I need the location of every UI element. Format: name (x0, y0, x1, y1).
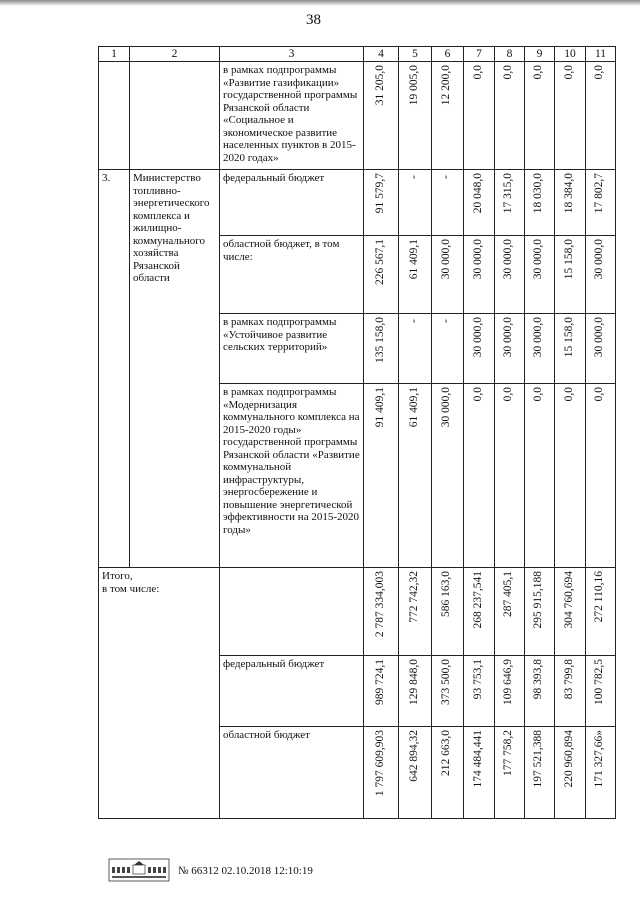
value-text: 30 000,0 (532, 317, 545, 358)
value-cell (525, 62, 555, 170)
org-cell (130, 62, 220, 170)
value-cell (464, 384, 495, 568)
value-text: 135 158,0 (373, 317, 386, 363)
value-text: 304 760,694 (562, 571, 575, 629)
value-text: 129 848,0 (407, 659, 420, 705)
value-cell (586, 568, 616, 656)
value-cell (464, 62, 495, 170)
value-text: 61 409,1 (407, 387, 420, 428)
value-cell (364, 62, 399, 170)
table-row (99, 62, 616, 170)
value-text: 12 200,0 (440, 65, 453, 106)
value-cell (495, 727, 525, 819)
value-cell (364, 727, 399, 819)
value-cell (586, 170, 616, 236)
value-cell (555, 170, 586, 236)
value-text: 19 005,0 (407, 65, 420, 106)
value-text: 212 663,0 (440, 730, 453, 776)
value-cell (555, 727, 586, 819)
value-cell (432, 62, 464, 170)
source-cell: в рамках подпрограммы «Развитие газификации» государственной программы Рязанской области «Социальное и экономическое развитие населенных пунктов в 2015-2020 годах» (220, 62, 364, 170)
value-cell (364, 656, 399, 727)
value-text: 31 205,0 (373, 65, 386, 106)
value-cell (495, 656, 525, 727)
value-text: 0,0 (471, 65, 484, 80)
value-cell (432, 314, 464, 384)
registration-stamp-logo (108, 858, 170, 882)
column-header: 5 (399, 47, 432, 62)
value-text: 17 315,0 (502, 173, 515, 214)
value-text: 17 802,7 (593, 173, 606, 214)
value-cell (464, 236, 495, 314)
value-text: 91 579,7 (373, 173, 386, 214)
source-cell (220, 568, 364, 656)
value-text: 1 797 609,903 (373, 730, 386, 797)
value-cell (399, 656, 432, 727)
value-cell (586, 656, 616, 727)
value-text: - (440, 319, 453, 323)
org-cell: Министерство топливно-энергетического комплекса и жилищно-коммунального хозяйства Рязанской области (130, 170, 220, 568)
value-cell (555, 568, 586, 656)
value-cell (399, 727, 432, 819)
value-text: 30 000,0 (593, 239, 606, 280)
value-text: 109 646,9 (502, 659, 515, 705)
value-cell (464, 170, 495, 236)
value-cell (432, 568, 464, 656)
column-header: 3 (220, 47, 364, 62)
value-cell (399, 170, 432, 236)
value-cell (586, 236, 616, 314)
value-cell (525, 568, 555, 656)
table-row (99, 170, 616, 236)
value-cell (432, 384, 464, 568)
source-cell: федеральный бюджет (220, 170, 364, 236)
value-text: 0,0 (562, 387, 575, 402)
column-header: 11 (586, 47, 616, 62)
value-cell (495, 384, 525, 568)
value-text: 2 787 334,003 (373, 571, 386, 638)
value-text: 30 000,0 (471, 317, 484, 358)
value-text: 20 048,0 (471, 173, 484, 214)
value-text: 61 409,1 (407, 239, 420, 280)
value-cell (586, 384, 616, 568)
value-text: 226 567,1 (373, 239, 386, 285)
value-text: 30 000,0 (532, 239, 545, 280)
value-text: 0,0 (593, 387, 606, 402)
value-cell (364, 314, 399, 384)
source-cell: федеральный бюджет (220, 656, 364, 727)
value-text: 0,0 (502, 65, 515, 80)
value-cell (464, 568, 495, 656)
value-text: 30 000,0 (502, 317, 515, 358)
value-text: 174 484,441 (471, 730, 484, 788)
table-header-row (99, 47, 616, 62)
value-text: 30 000,0 (471, 239, 484, 280)
value-text: 18 030,0 (532, 173, 545, 214)
value-text: 18 384,0 (562, 173, 575, 214)
value-text: 586 163,0 (440, 571, 453, 617)
value-cell (586, 727, 616, 819)
total-label-cell (99, 568, 220, 819)
value-cell (399, 568, 432, 656)
value-cell (464, 656, 495, 727)
column-header: 6 (432, 47, 464, 62)
column-header: 7 (464, 47, 495, 62)
value-text: - (407, 175, 420, 179)
value-text: 197 521,388 (532, 730, 545, 788)
value-text: 30 000,0 (502, 239, 515, 280)
column-header: 2 (130, 47, 220, 62)
column-header: 10 (555, 47, 586, 62)
value-cell (495, 314, 525, 384)
value-cell (432, 656, 464, 727)
value-text: 98 393,8 (532, 659, 545, 700)
budget-table (98, 46, 616, 819)
value-text: 15 158,0 (562, 317, 575, 358)
column-header: 1 (99, 47, 130, 62)
value-text: 268 237,541 (471, 571, 484, 629)
value-text: 100 782,5 (593, 659, 606, 705)
value-cell (525, 170, 555, 236)
value-text: 272 110,16 (593, 571, 606, 623)
table-row (99, 568, 616, 656)
value-text: 0,0 (502, 387, 515, 402)
value-cell (432, 727, 464, 819)
value-cell (432, 170, 464, 236)
value-text: 15 158,0 (562, 239, 575, 280)
value-text: - (440, 175, 453, 179)
page-number: 38 (306, 12, 321, 28)
value-cell (586, 62, 616, 170)
value-text: 287 405,1 (502, 571, 515, 617)
value-text: 0,0 (593, 65, 606, 80)
value-text: 295 915,188 (532, 571, 545, 629)
value-cell (364, 236, 399, 314)
source-cell: в рамках подпрограммы «Устойчивое развитие сельских территорий» (220, 314, 364, 384)
value-text: 0,0 (471, 387, 484, 402)
value-cell (555, 62, 586, 170)
value-cell (432, 236, 464, 314)
value-text: 30 000,0 (440, 239, 453, 280)
value-text: 177 758,2 (502, 730, 515, 776)
value-cell (495, 170, 525, 236)
value-cell (399, 62, 432, 170)
value-cell (525, 727, 555, 819)
source-cell: в рамках подпрограммы «Модернизация коммунального комплекса на 2015-2020 годы» государственной программы Рязанской области «Развитие коммунальной инфраструктуры, энергосбережение и повышение энергетической эффективности на 2015-2020 годы» (220, 384, 364, 568)
value-cell (399, 314, 432, 384)
value-text: 30 000,0 (440, 387, 453, 428)
value-text: 0,0 (562, 65, 575, 80)
value-cell (495, 236, 525, 314)
scan-top-edge (0, 0, 640, 6)
index-cell: 3. (99, 170, 130, 568)
value-cell (555, 314, 586, 384)
value-cell (525, 236, 555, 314)
value-text: 220 960,894 (562, 730, 575, 788)
source-cell: областной бюджет (220, 727, 364, 819)
source-cell: областной бюджет, в том числе: (220, 236, 364, 314)
value-cell (555, 236, 586, 314)
value-cell (364, 568, 399, 656)
value-text: 373 500,0 (440, 659, 453, 705)
value-text: 83 799,8 (562, 659, 575, 700)
index-cell (99, 62, 130, 170)
value-text: 0,0 (532, 65, 545, 80)
value-cell (525, 656, 555, 727)
value-cell (364, 170, 399, 236)
value-cell (525, 314, 555, 384)
column-header: 8 (495, 47, 525, 62)
column-header: 4 (364, 47, 399, 62)
value-cell (525, 384, 555, 568)
value-text: 91 409,1 (373, 387, 386, 428)
value-text: 171 327,66» (593, 730, 606, 788)
total-label: Итого, в том числе: (102, 570, 160, 595)
value-cell (464, 314, 495, 384)
registration-number: № 66312 02.10.2018 12:10:19 (178, 865, 313, 877)
value-text: 989 724,1 (373, 659, 386, 705)
value-cell (586, 314, 616, 384)
value-text: 0,0 (532, 387, 545, 402)
column-header: 9 (525, 47, 555, 62)
value-text: 772 742,32 (407, 571, 420, 623)
value-text: 93 753,1 (471, 659, 484, 700)
value-cell (399, 384, 432, 568)
value-cell (464, 727, 495, 819)
value-cell (364, 384, 399, 568)
value-text: 30 000,0 (593, 317, 606, 358)
value-text: 642 894,32 (407, 730, 420, 782)
value-cell (399, 236, 432, 314)
value-cell (555, 656, 586, 727)
value-cell (555, 384, 586, 568)
value-cell (495, 568, 525, 656)
value-cell (495, 62, 525, 170)
value-text: - (407, 319, 420, 323)
